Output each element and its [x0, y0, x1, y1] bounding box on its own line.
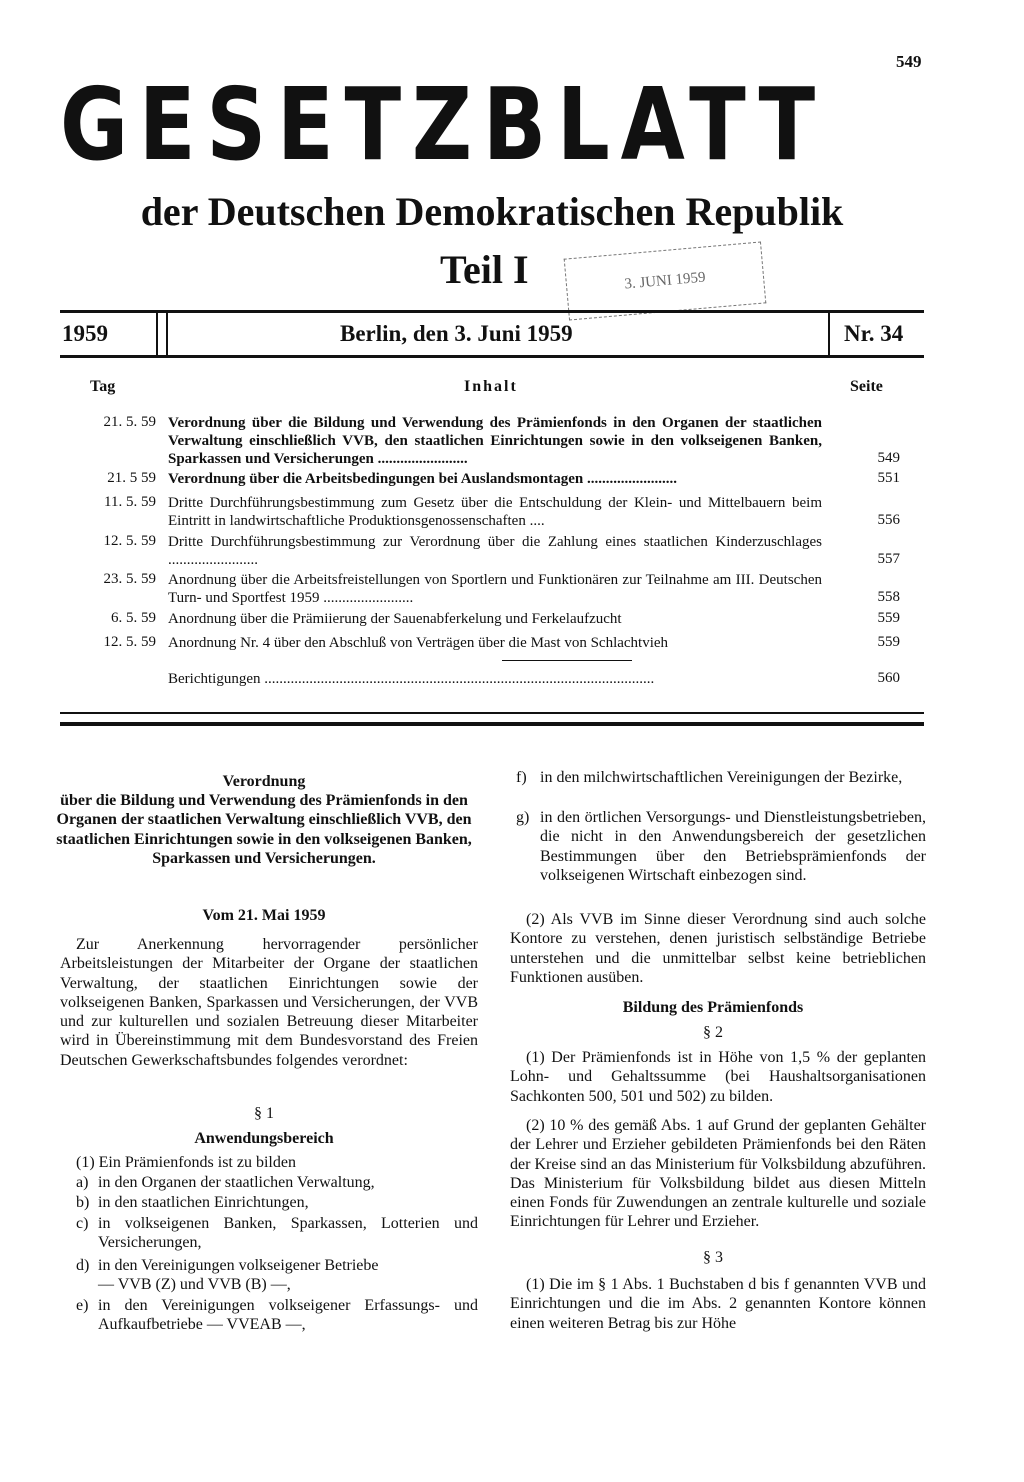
toc-entry-date: 12. 5. 59 — [103, 533, 156, 549]
issue-year: 1959 — [62, 321, 108, 346]
list-item — [516, 768, 926, 787]
list-item — [76, 1296, 478, 1335]
list-item — [516, 808, 926, 885]
list-item — [76, 1256, 478, 1295]
issue-header-bar — [60, 310, 924, 358]
paragraph-number: § 3 — [703, 1249, 723, 1266]
toc-entry-title: Verordnung über die Arbeitsbedingungen bei Auslandsmontagen ........................ — [168, 471, 677, 487]
paragraph-text: (2) Als VVB im Sinne dieser Verordnung sind auch solche Kontore zu verstehen, denen juristisch selbständige Betriebe unterstehen und die unmittelbar selbst keine betrieblichen Funktionen ausüben. — [510, 911, 926, 986]
toc-entry-date: 21. 5 59 — [107, 470, 156, 486]
divider — [166, 313, 168, 355]
list-item-text: in den Vereinigungen volkseigener Betriebe — VVB (Z) und VVB (B) —, — [98, 1257, 379, 1294]
toc-entry-title: Anordnung über die Prämiierung der Sauenabferkelung und Ferkelaufzucht — [168, 611, 622, 627]
toc-entry-date: 23. 5. 59 — [103, 571, 156, 587]
toc-entry-title: Dritte Durchführungsbestimmung zum Gesetz über die Entschuldung der Klein- und Mittelbauern beim Eintritt in landwirtschaftliche Produktionsgenossenschaften .... — [168, 495, 822, 529]
decree-date: Vom 21. Mai 1959 — [202, 907, 326, 924]
paragraph-number: § 2 — [703, 1024, 723, 1041]
toc-entry-page: 560 — [877, 670, 900, 686]
toc-entry-page: 559 — [877, 634, 900, 650]
divider — [828, 313, 830, 355]
toc-entry-title: Anordnung Nr. 4 über den Abschluß von Verträgen über die Mast von Schlachtvieh — [168, 635, 669, 651]
toc-entry-title: Dritte Durchführungsbestimmung zur Verordnung über die Zahlung eines staatlichen Kinderzuschlages ........................ — [168, 534, 822, 568]
list-item-mark: e) — [76, 1297, 89, 1314]
issue-dateline: Berlin, den 3. Juni 1959 — [340, 321, 573, 346]
toc-entry-page: 557 — [877, 551, 900, 567]
list-item-text: in den Vereinigungen volkseigener Erfassungs- und Aufkaufbetriebe — VVEAB —, — [98, 1297, 478, 1334]
list-item — [76, 1193, 478, 1212]
section-heading: Bildung des Prämienfonds — [622, 999, 804, 1016]
toc-divider — [502, 660, 632, 661]
list-item-mark: g) — [516, 809, 530, 826]
list-item-text: in volkseigenen Banken, Sparkassen, Lotterien und Versicherungen, — [98, 1215, 478, 1252]
toc-column-content: Inhalt — [464, 378, 518, 395]
masthead-title: GESETZBLATT — [60, 66, 826, 183]
toc-entry-title: Anordnung über die Arbeitsfreistellungen von Sportlern und Funktionären zur Teilnahme am III. Deutschen Turn- und Sportfest 1959 ........................ — [168, 572, 822, 606]
list-item-text: in den Organen der staatlichen Verwaltung, — [98, 1174, 375, 1191]
toc-entry-page: 556 — [877, 512, 900, 528]
list-item-mark: b) — [76, 1194, 90, 1211]
list-item-mark: f) — [516, 769, 527, 786]
toc-entry-page: 558 — [877, 589, 900, 605]
masthead-subtitle: der Deutschen Demokratischen Republik — [140, 189, 844, 234]
toc-entry-page: 549 — [877, 450, 900, 466]
list-item-mark: a) — [76, 1174, 89, 1191]
received-stamp: 3. JUNI 1959 — [564, 241, 767, 320]
issue-number: Nr. 34 — [844, 321, 904, 346]
paragraph-text: (1) Ein Prämienfonds ist zu bilden — [76, 1154, 296, 1171]
toc-entry-date: 21. 5. 59 — [103, 414, 156, 430]
toc-entry-page: 551 — [877, 470, 900, 486]
toc-entry-date: 12. 5. 59 — [103, 634, 156, 650]
page-number: 549 — [896, 52, 922, 71]
paragraph-text: (1) Die im § 1 Abs. 1 Buchstaben d bis f genannten VVB und Einrichtungen und die im Abs. 2 genannten Kontore können einen weiteren Betrag bis zur Höhe — [510, 1276, 926, 1332]
list-item-text: in den staatlichen Einrichtungen, — [98, 1194, 309, 1211]
divider — [156, 313, 158, 355]
decree-preamble: Zur Anerkennung hervorragender persönlicher Arbeitsleistungen der Mitarbeiter der Organe der staatlichen Verwaltung, der staatlichen Einrichtungen sowie der volkseigenen Banken, Sparkassen und Versicherungen, der VVB und zur kulturellen und sozialen Betreuung dieser Mitarbeiter wird in Übereinstimmung mit dem Bundesvorstand des Freien Deutschen Gewerkschaftsbundes folgendes verordnet: — [60, 936, 478, 1069]
toc-entry-page: 559 — [877, 610, 900, 626]
paragraph-number: § 1 — [254, 1105, 274, 1122]
part-label: Teil I — [440, 247, 529, 292]
list-item-text: in den milchwirtschaftlichen Vereinigungen der Bezirke, — [540, 769, 903, 786]
list-item-text: in den örtlichen Versorgungs- und Dienstleistungsbetrieben, die nicht in den Anwendungsbereich der gesetzlichen Bestimmungen über den Betriebsprämienfonds der volkseigenen Wirtschaft einbezogen sind. — [540, 809, 926, 884]
list-item-mark: c) — [76, 1215, 89, 1232]
list-item — [76, 1214, 478, 1253]
section-divider — [60, 712, 924, 726]
toc-entry-title: Verordnung über die Bildung und Verwendung des Prämienfonds in den Organen der staatlichen Verwaltung einschließlich VVB, den staatlichen Einrichtungen sowie in den volkseigenen Banken, Sparkassen und Versicherungen ........................ — [168, 415, 822, 467]
toc-column-day: Tag — [90, 378, 116, 395]
list-item-mark: d) — [76, 1257, 90, 1274]
toc-entry-date: 6. 5. 59 — [111, 610, 156, 626]
decree-title: Verordnung — [222, 773, 306, 790]
decree-subtitle: über die Bildung und Verwendung des Prämienfonds in den Organen der staatlichen Verwaltung einschließlich VVB, den staatlichen Einrichtungen sowie in den volkseigenen Banken, Sparkassen und Versicherungen. — [56, 792, 472, 867]
paragraph-text: (2) 10 % des gemäß Abs. 1 auf Grund der geplanten Gehälter der Lehrer und Erzieher gebildeten Prämienfonds bei den Räten der Kreise sind an das Ministerium für Volksbildung abzuführen. Das Ministerium für Volksbildung bildet aus diesen Mitteln einen Fonds für Zuwendungen an zentrale kulturelle und soziale Einrichtungen für Lehrer und Erzieher. — [510, 1117, 926, 1231]
toc-column-page: Seite — [850, 378, 883, 395]
paragraph-text: (1) Der Prämienfonds ist in Höhe von 1,5 % der geplanten Lohn- und Gehaltssumme (bei Haushaltsorganisationen Sachkonten 500, 501 und 502) zu bilden. — [510, 1049, 926, 1105]
toc-entry-date: 11. 5. 59 — [104, 494, 156, 510]
toc-entry-title: Berichtigungen ........................................................................................................ — [168, 671, 655, 687]
list-item — [76, 1173, 478, 1192]
section-heading: Anwendungsbereich — [194, 1130, 334, 1147]
